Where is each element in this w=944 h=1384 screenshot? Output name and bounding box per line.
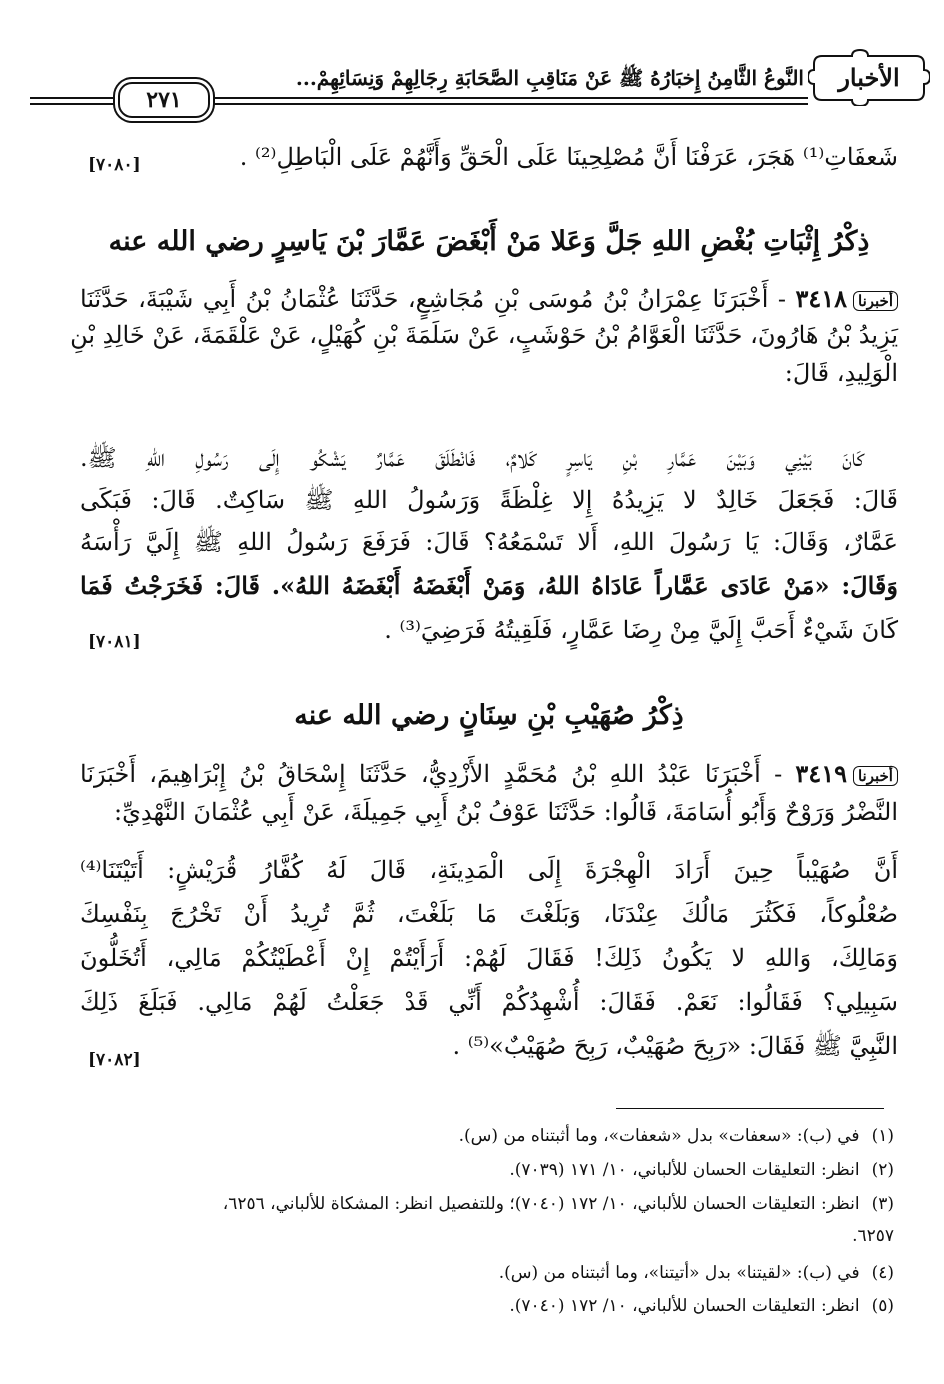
hadith-number: ٣٤١٩ [795,759,847,788]
isnad-line: النَّضْرُ وَرَوْحٌ وَأَبُو أُسَامَةَ، قَالُوا: حَدَّثَنَا عَوْفُ بْنُ أَبِي جَمِيلَةَ، عَنْ أَبِي عُثْمَانَ النَّهْدِيِّ: [113,798,898,826]
matn-line: كَانَ بَيْنِي وَبَيْنَ عَمَّارِ بْنِ يَاسِرٍ كَلامٌ، فَانْطَلَقَ عَمَّارٌ يَشْكُو إِلَى رَسُولِ اللهِ ﷺ. [80,444,864,472]
section-heading: ذِكْرُ صُهَيْبِ بْنِ سِنَانٍ رضي الله عنه [294,700,684,731]
footnote [90,1128,894,1145]
running-title: النَّوعُ الثَّامِنُ إِخبَارُهُ ﷺ عَنْ مَنَاقِبِ الصَّحَابَةِ رِجَالِهِمْ وَنِسَائِهِمْ... [295,66,804,90]
hadith-reference: [٧٠٨٢] [88,1050,141,1070]
akhbarana-symbol: أخبرنا [853,766,898,786]
footnote-continuation: ٦٢٥٧. [852,1226,894,1246]
matn-line: أَنَّ صُهَيْباً حِينَ أَرَادَ الْهِجْرَةَ إِلَى الْمَدِينَةِ، قَالَ لَهُ كُفَّارُ قُرَيْشٍ: أَتَيْتَنَا⁽⁴⁾ [80,856,898,884]
hadith-reference: [٧٠٨٠] [88,155,141,175]
footnote [90,1298,894,1315]
matn-line: سَبِيلِي؟ فَقَالُوا: نَعَمْ. فَقَالَ: أُشْهِدُكُمْ أَنِّي قَدْ جَعَلْتُ لَهُمْ مَالِي. فَبَلَغَ ذَلِكَ [80,988,899,1016]
footnote-number: (٤) [871,1263,894,1283]
header-rule-right-top [210,97,808,99]
footnote-text: انظر: التعليقات الحسان للألباني، ١٠/ ١٧٢ (٧٠٤٠)؛ وللتفصيل انظر: المشكاة للألباني، ٦٢٥٦، [222,1194,860,1214]
section-badge-label: الأخبار [838,62,900,92]
matn-line: كَانَ شَيْءٌ أَحَبَّ إِلَيَّ مِنْ رِضَا عَمَّارٍ، فَلَقِيتُهُ فَرَضِيَ⁽³⁾ . [384,616,898,644]
matn-line: وَمَالِكَ، وَاللهِ لا يَكُونُ ذَلِكَ! فَقَالَ لَهُمْ: أَرَأَيْتُمْ إِنْ أَعْطَيْتُكُمْ مَالِي، أَتُخَلُّونَ [80,944,898,972]
matn-line: صُعْلُوكاً، فَكَثُرَ مَالُكَ عِنْدَنَا، وَبَلَغْتَ مَا بَلَغْتَ، ثُمَّ تُرِيدُ أَنْ تَخْرُجَ بِنَفْسِكَ [80,900,899,928]
footnote-text: انظر: التعليقات الحسان للألباني، ١٠/ ١٧٢ (٧٠٤٠). [509,1296,860,1316]
isnad-line: الْوَلِيدِ، قَالَ: [784,359,898,387]
section-heading: ذِكْرُ إِثْبَاتِ بُغْضِ اللهِ جَلَّ وَعَلا مَنْ أَبْغَضَ عَمَّارَ بْنَ يَاسِرٍ رضي الله عنه [108,226,870,257]
isnad-text: - أَخْبَرَنَا عِمْرَانُ بْنُ مُوسَى بْنِ مُجَاشِعٍ، حَدَّثَنَا عُثْمَانُ بْنُ أَبِي شَيْبَةَ، حَدَّثَنَا [80,285,786,313]
isnad-line: يَزِيدُ بْنُ هَارُونَ، حَدَّثَنَا الْعَوَّامُ بْنُ حَوْشَبٍ، عَنْ سَلَمَةَ بْنِ كُهَيْلٍ، عَنْ عَلْقَمَةَ، عَنْ خَالِدِ بْنِ [70,321,898,349]
footnote-text: في (ب): «لقيتنا» بدل «أتيتنا»، وما أثبتناه من (س). [498,1263,860,1283]
footnote-text: في (ب): «سعفات» بدل «شعفات»، وما أثبتناه من (س). [458,1126,860,1146]
header-rule-right-bottom [210,103,808,105]
header-rule-left-bottom [30,103,116,105]
isnad-text: - أَخْبَرَنَا عَبْدُ اللهِ بْنُ مُحَمَّدٍ الأَزْدِيُّ، حَدَّثَنَا إِسْحَاقُ بْنُ إِبْرَاهِيمَ، أَخْبَرَنَا [80,760,783,788]
matn-line: عَمَّارٌ، وَقَالَ: يَا رَسُولَ اللهِ، أَلا تَسْمَعُهُ؟ قَالَ: فَرَفَعَ رَسُولُ اللهِ ﷺ إِلَيَّ رَأْسَهُ [80,528,898,556]
footnote-rule [616,1108,884,1109]
footnote-number: (٥) [871,1296,894,1316]
page-number: ٢٧١ [118,82,210,118]
isnad-line [80,759,898,788]
footnote-number: (١) [871,1126,894,1146]
footnote [90,1196,894,1213]
footnote-number: (٣) [871,1194,894,1214]
akhbarana-symbol: أخبرنا [853,291,898,311]
matn-line: وَقَالَ: «مَنْ عَادَى عَمَّاراً عَادَاهُ اللهُ، وَمَنْ أَبْغَضَهُ أَبْغَضَهُ اللهُ». قَالَ: فَخَرَجْتُ فَمَا [80,571,898,600]
footnote-text: انظر: التعليقات الحسان للألباني، ١٠/ ١٧١ (٧٠٣٩). [509,1160,860,1180]
text-line: شَعفَاتِ⁽¹⁾ هَجَرَ، عَرَفْنَا أَنَّ مُصْلِحِينَا عَلَى الْحَقِّ وَأَنَّهُمْ عَلَى الْبَاطِلِ⁽²⁾ . [239,143,898,171]
section-badge [808,48,930,106]
isnad-line [80,284,898,313]
hadith-reference: [٧٠٨١] [88,632,141,652]
header-rule-left-top [30,97,116,99]
matn-line: النَّبِيَّ ﷺ فَقَالَ: «رَبِحَ صُهَيْبٌ، رَبِحَ صُهَيْبٌ»⁽⁵⁾ . [452,1032,898,1060]
footnote-number: (٢) [871,1160,894,1180]
hadith-number: ٣٤١٨ [795,284,847,313]
footnote [90,1265,894,1282]
matn-line: قَالَ: فَجَعَلَ خَالِدٌ لا يَزِيدُهُ إِلا غِلْظَةً وَرَسُولُ اللهِ ﷺ سَاكِتٌ. قَالَ: فَبَكَى [80,486,898,514]
footnote [90,1162,894,1179]
